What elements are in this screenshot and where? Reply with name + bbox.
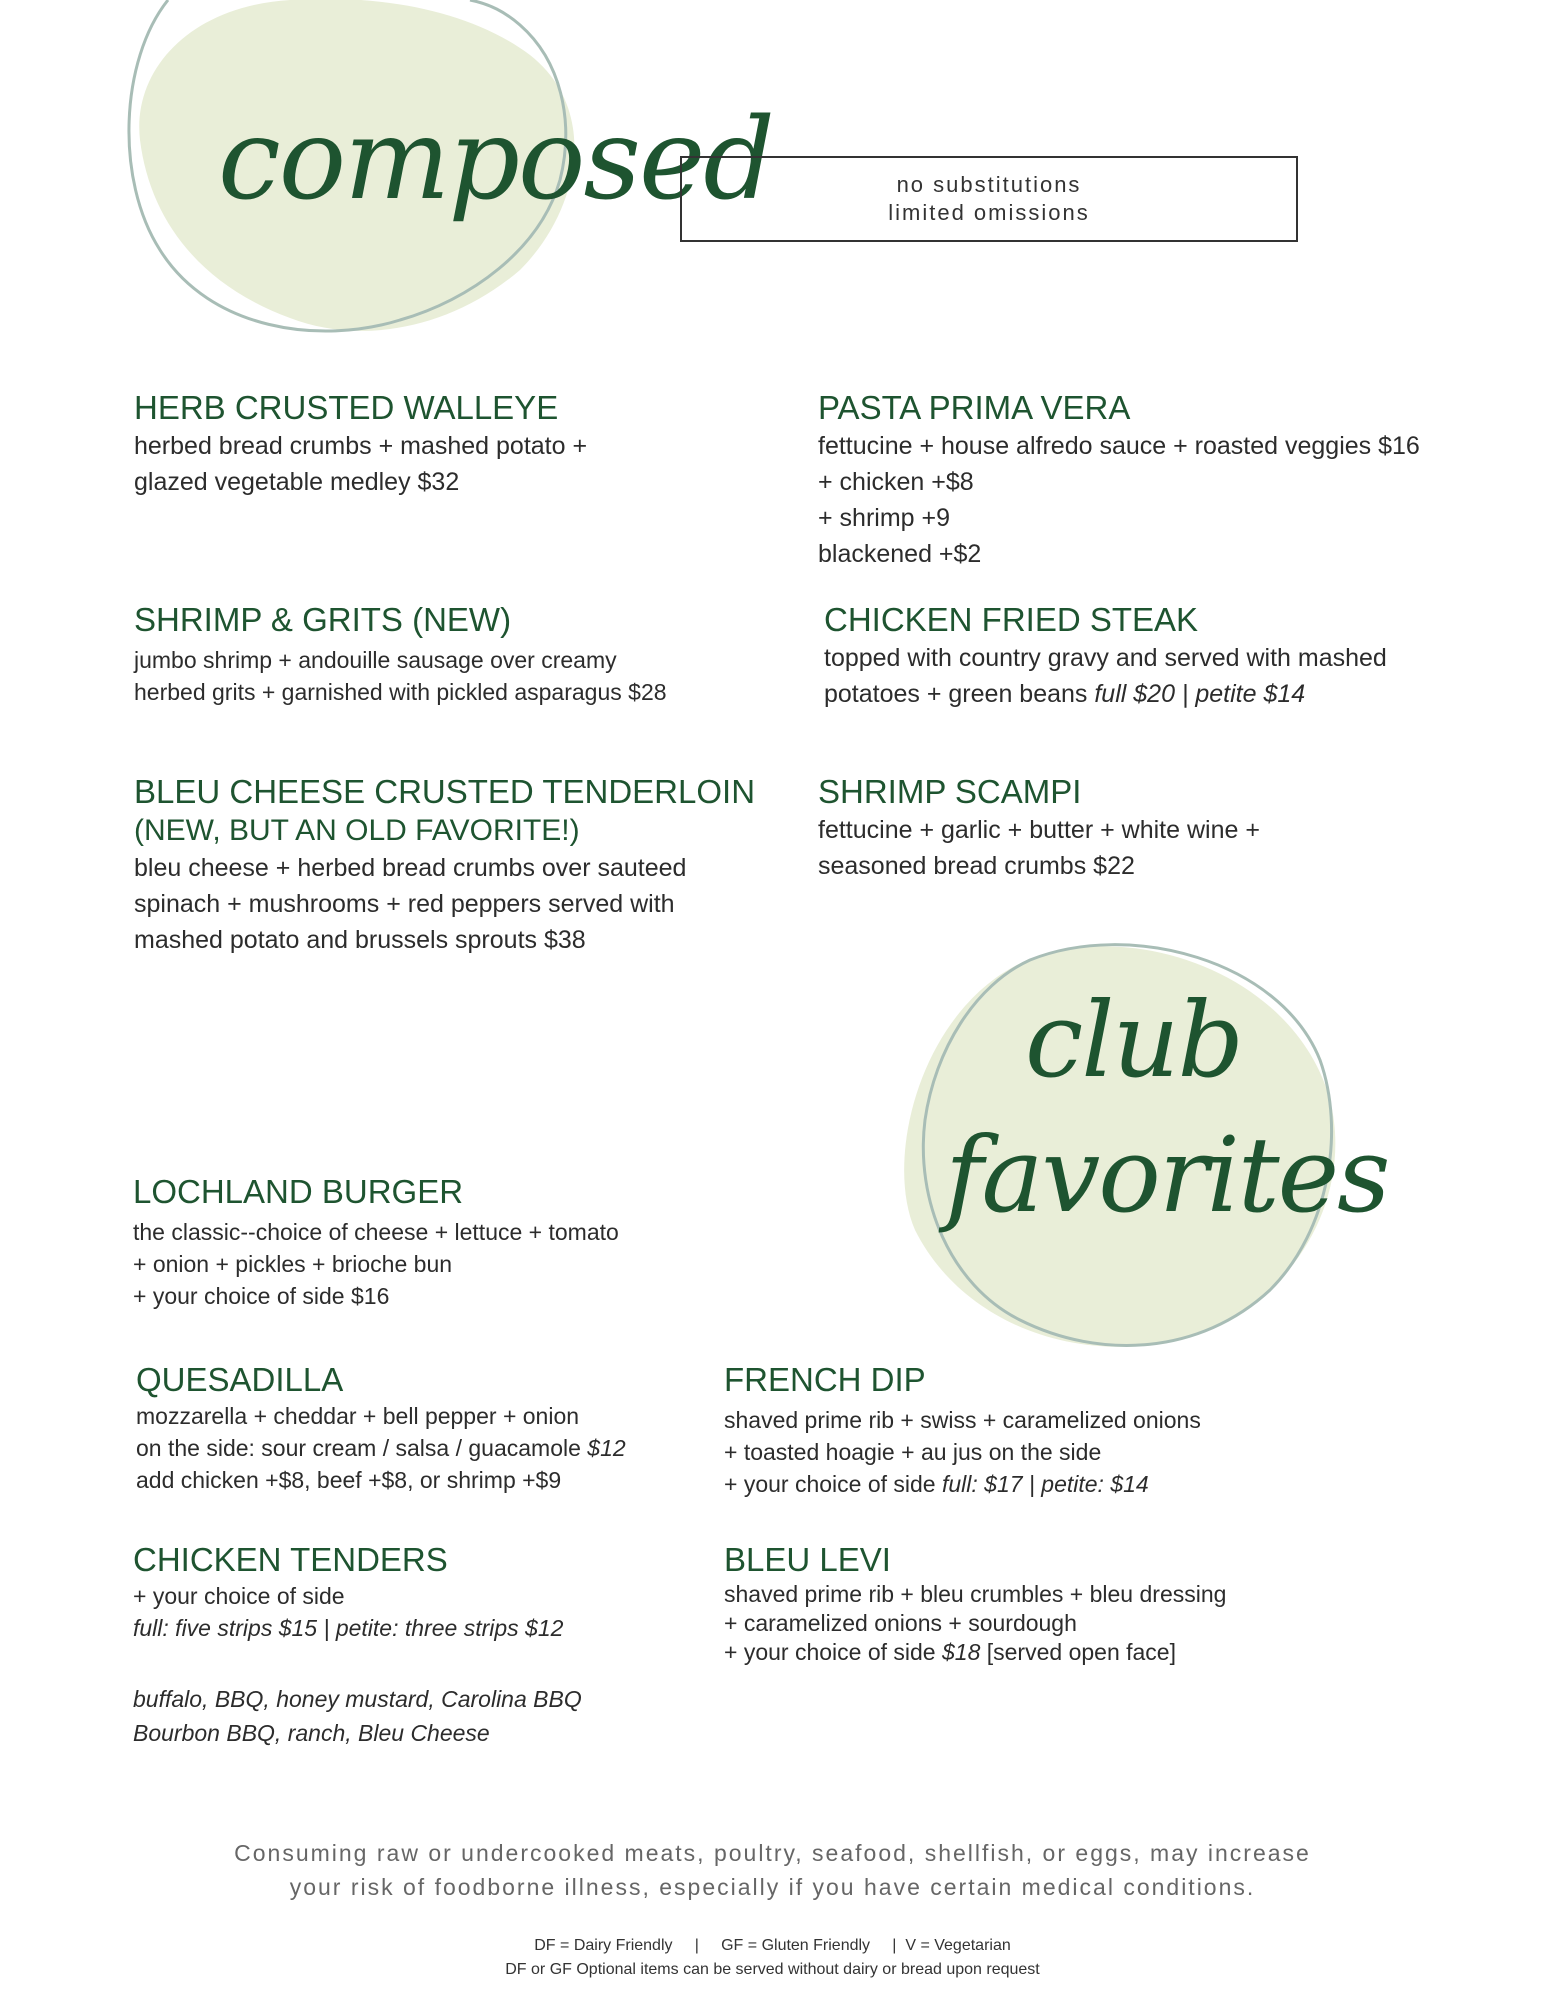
item-price: $12 (587, 1435, 626, 1461)
item-price: $18 (941, 1639, 981, 1665)
menu-item-bleu-levi (724, 1540, 1226, 1667)
item-name: QUESADILLA (136, 1361, 344, 1398)
menu-item-chicken-tenders (133, 1540, 582, 1750)
item-description (136, 1432, 626, 1464)
item-description: shaved prime rib + swiss + caramelized onions (724, 1407, 1201, 1433)
notice-line-1: no substitutions (896, 172, 1082, 197)
legend-line-2: DF or GF Optional items can be served without dairy or bread upon request (505, 1961, 1040, 1978)
item-text: + your choice of side (724, 1471, 942, 1497)
item-description: + caramelized onions + sourdough (724, 1610, 1077, 1636)
item-addon: blackened +$2 (818, 540, 982, 568)
item-text: + your choice of side (724, 1639, 942, 1665)
item-description: bleu cheese + herbed bread crumbs over sauteed (134, 854, 687, 882)
item-description: the classic--choice of cheese + lettuce + tomato (133, 1219, 619, 1245)
item-text: on the side: sour cream / salsa / guacamole (136, 1435, 588, 1461)
item-text: potatoes + green beans (824, 680, 1095, 708)
legend-line-1: DF = Dairy Friendly | GF = Gluten Friendly | V = Vegetarian (534, 1937, 1011, 1954)
item-description: shaved prime rib + bleu crumbles + bleu dressing (724, 1581, 1227, 1607)
item-description: herbed bread crumbs + mashed potato + (134, 432, 588, 460)
favorites-heading: favorites (945, 1114, 1389, 1236)
menu-item-shrimp-scampi (818, 772, 1260, 884)
disclaimer-line-1: Consuming raw or undercooked meats, poultry, seafood, shellfish, or eggs, may increase (234, 1840, 1311, 1866)
menu-item-pasta-prima-vera (818, 388, 1420, 572)
item-description: + your choice of side (133, 1583, 345, 1609)
dietary-legend (0, 1934, 1545, 1982)
item-description: topped with country gravy and served with mashed (824, 644, 1387, 672)
item-description: mashed potato and brussels sprouts $38 (134, 926, 586, 954)
notice-box (680, 156, 1298, 242)
item-price: full: $17 | petite: $14 (941, 1471, 1149, 1497)
item-description: seasoned bread crumbs $22 (818, 852, 1135, 880)
item-name: PASTA PRIMA VERA (818, 389, 1131, 426)
item-description (724, 1468, 1201, 1500)
menu-item-shrimp-grits (134, 600, 667, 708)
item-addon: add chicken +$8, beef +$8, or shrimp +$9 (136, 1467, 562, 1493)
item-description: fettucine + house alfredo sauce + roasted veggies $16 (818, 432, 1420, 460)
menu-item-lochland-burger (133, 1172, 619, 1312)
composed-heading: composed (218, 95, 773, 225)
menu-item-chicken-fried-steak (824, 600, 1387, 712)
food-safety-disclaimer (0, 1836, 1545, 1904)
menu-item-herb-crusted-walleye (134, 388, 587, 500)
menu-item-quesadilla (136, 1360, 626, 1496)
item-description: mozzarella + cheddar + bell pepper + onion (136, 1403, 580, 1429)
club-heading: club (1025, 979, 1243, 1101)
item-name: CHICKEN FRIED STEAK (824, 601, 1199, 638)
item-addon: + chicken +$8 (818, 468, 974, 496)
item-name: FRENCH DIP (724, 1361, 926, 1398)
item-addon: + shrimp +9 (818, 504, 951, 532)
item-name: SHRIMP & GRITS (NEW) (134, 601, 512, 638)
item-price: full: five strips $15 | petite: three strips $12 (133, 1615, 564, 1641)
item-description: herbed grits + garnished with pickled asparagus $28 (134, 679, 667, 705)
item-description: jumbo shrimp + andouille sausage over creamy (134, 647, 617, 673)
item-description (824, 676, 1387, 712)
item-name: BLEU CHEESE CRUSTED TENDERLOIN (134, 773, 756, 810)
menu-item-french-dip (724, 1360, 1201, 1500)
item-description: glazed vegetable medley $32 (134, 468, 460, 496)
menu-item-bleu-cheese-tenderloin (134, 772, 755, 958)
item-name: LOCHLAND BURGER (133, 1173, 464, 1210)
item-description (724, 1638, 1226, 1667)
item-name: SHRIMP SCAMPI (818, 773, 1082, 810)
item-price: full $20 | petite $14 (1094, 680, 1306, 708)
item-description: + your choice of side $16 (133, 1283, 390, 1309)
disclaimer-line-2: your risk of foodborne illness, especially if you have certain medical conditions. (289, 1874, 1256, 1900)
item-description: + onion + pickles + brioche bun (133, 1251, 453, 1277)
item-note: [served open face] (980, 1639, 1176, 1665)
sauce-options: buffalo, BBQ, honey mustard, Carolina BBQ (133, 1686, 582, 1712)
item-name: HERB CRUSTED WALLEYE (134, 389, 559, 426)
item-description: + toasted hoagie + au jus on the side (724, 1439, 1102, 1465)
item-description: fettucine + garlic + butter + white wine + (818, 816, 1260, 844)
item-name: CHICKEN TENDERS (133, 1541, 448, 1578)
item-subtitle: (NEW, BUT AN OLD FAVORITE!) (134, 814, 580, 847)
item-name: BLEU LEVI (724, 1541, 891, 1578)
item-description: spinach + mushrooms + red peppers served with (134, 890, 675, 918)
sauce-options: Bourbon BBQ, ranch, Bleu Cheese (133, 1720, 490, 1746)
notice-line-2: limited omissions (888, 200, 1090, 225)
